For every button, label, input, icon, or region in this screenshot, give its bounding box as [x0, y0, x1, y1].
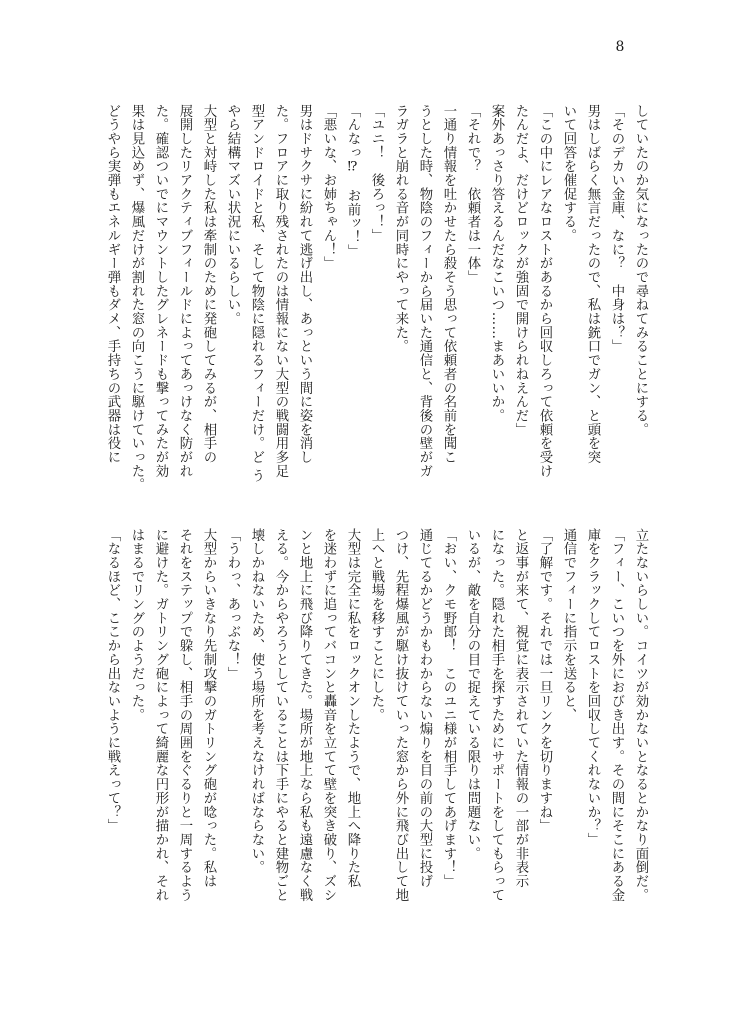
- text-line: を迷わずに追ってバコンと轟音を立てて壁を突き破り、ズシ: [321, 528, 336, 902]
- text-line: いて回答を催促する。: [561, 104, 576, 243]
- text-line: いるが、敵を自分の目で捉えている限りは問題ない。: [465, 528, 480, 861]
- text-line: 「んなっ⁉ お前ッ！」: [345, 104, 360, 258]
- text-line: 展開したリアクティブフィールドによってあっけなく防がれ: [177, 104, 192, 478]
- text-line: していたのか気になったので尋ねてみることにする。: [633, 104, 648, 437]
- text-line: 果は見込めず、爆風だけが割れた窓の向こうに駆けていった。: [129, 104, 144, 492]
- text-line: 「ユニ！ 後ろっ！」: [369, 104, 384, 243]
- text-line: 男はドサクサに紛れて逃げ出し、あっという間に姿を消し: [297, 104, 312, 465]
- text-line: た。フロアに取り残されたのは情報にない大型の戦闘用多足: [273, 104, 288, 478]
- text-line: 上へと戦場を移すことにした。: [369, 528, 384, 722]
- text-line: 男はしばらく無言だったので、私は銃口でガン、と頭を突: [585, 104, 600, 465]
- text-line: 大型は完全に私をロックオンしたようで、地上へ降りた私: [345, 528, 360, 889]
- text-line: 庫をクラックしてロストを回収してくれないか？」: [585, 528, 600, 847]
- text-line: 「悪いな、お姉ちゃん！」: [321, 104, 336, 271]
- text-line: 「おい、クモ野郎！ このユニ様が相手してあげます！」: [441, 528, 456, 889]
- text-line: それをステップで躱し、相手の周囲をぐるりと一周するよう: [177, 528, 192, 902]
- text-line: に避けた。ガトリング砲によって綺麗な円形が描かれ、それ: [153, 528, 168, 902]
- text-line: 一通り情報を吐かせたら殺そう思って依頼者の名前を聞こ: [441, 104, 456, 465]
- text-line: と返事が来て、視覚に表示されていた情報の一部が非表示: [513, 528, 528, 889]
- text-line: 通信でフィーに指示を送ると、: [561, 528, 576, 722]
- text-line: 「了解です。それでは一旦リンクを切りますね」: [537, 528, 552, 833]
- text-line: 「この中にレアなロストがあるから回収しろって依頼を受け: [537, 104, 552, 478]
- text-line: ンと地上に飛び降りてきた。場所が地上なら私も遠慮なく戦: [297, 528, 312, 902]
- text-column-lower: [92, 528, 652, 938]
- text-line: 大型からいきなり先制攻撃のガトリング砲が唸った。私は: [201, 528, 216, 889]
- page-number: 8: [615, 39, 625, 55]
- text-line: つけ、先程爆風が駆け抜けていった窓から外に飛び出して地: [393, 528, 408, 902]
- text-line: 「なるほど、ここから出ないように戦えって？」: [105, 528, 120, 833]
- text-line: 案外あっさり答えるんだなこいつ……まあいいか。: [489, 104, 504, 423]
- text-line: どうやら実弾もエネルギー弾もダメ、手持ちの武器は役に: [105, 104, 120, 465]
- text-line: たんだよ、だけどロックが強固で開けられねえんだ」: [513, 104, 528, 437]
- text-line: 「フィー、こいつを外におびき出す。その間にそこにある金: [609, 528, 624, 902]
- text-line: 「それで？ 依頼者は一体」: [465, 104, 480, 285]
- text-line: 「そのデカい金庫、なに？ 中身は？」: [609, 104, 624, 354]
- text-line: うとした時、物陰のフィーから届いた通信と、背後の壁がガ: [417, 104, 432, 478]
- text-line: 壊しかねないため、使う場所を考えなければならない。: [249, 528, 264, 875]
- text-column-upper: [92, 104, 652, 506]
- text-line: える。今からやろうとしていることは下手にやると建物ごと: [273, 528, 288, 902]
- text-line: ラガラと崩れる音が同時にやって来た。: [393, 104, 408, 354]
- text-line: 通じてるかどうかもわからない煽りを目の前の大型に投げ: [417, 528, 432, 889]
- text-line: はまるでリングのようだった。: [129, 528, 144, 722]
- text-line: になった。隠れた相手を探すためにサポートをしてもらって: [489, 528, 504, 902]
- text-line: 大型と対峙した私は牽制のために発砲してみるが、相手の: [201, 104, 216, 465]
- text-line: やら結構マズい状況にいるらしい。: [225, 104, 240, 326]
- text-line: た。確認ついでにマウントしたグレネードも撃ってみたが効: [153, 104, 168, 478]
- text-line: 型アンドロイドと私、そして物陰に隠れるフィーだけ。ど う: [249, 104, 264, 483]
- text-line: 「うわっ、あっぶな！」: [225, 528, 240, 681]
- text-line: 立たないらしい。コイツが効かないとなるとかなり面倒だ。: [633, 528, 648, 902]
